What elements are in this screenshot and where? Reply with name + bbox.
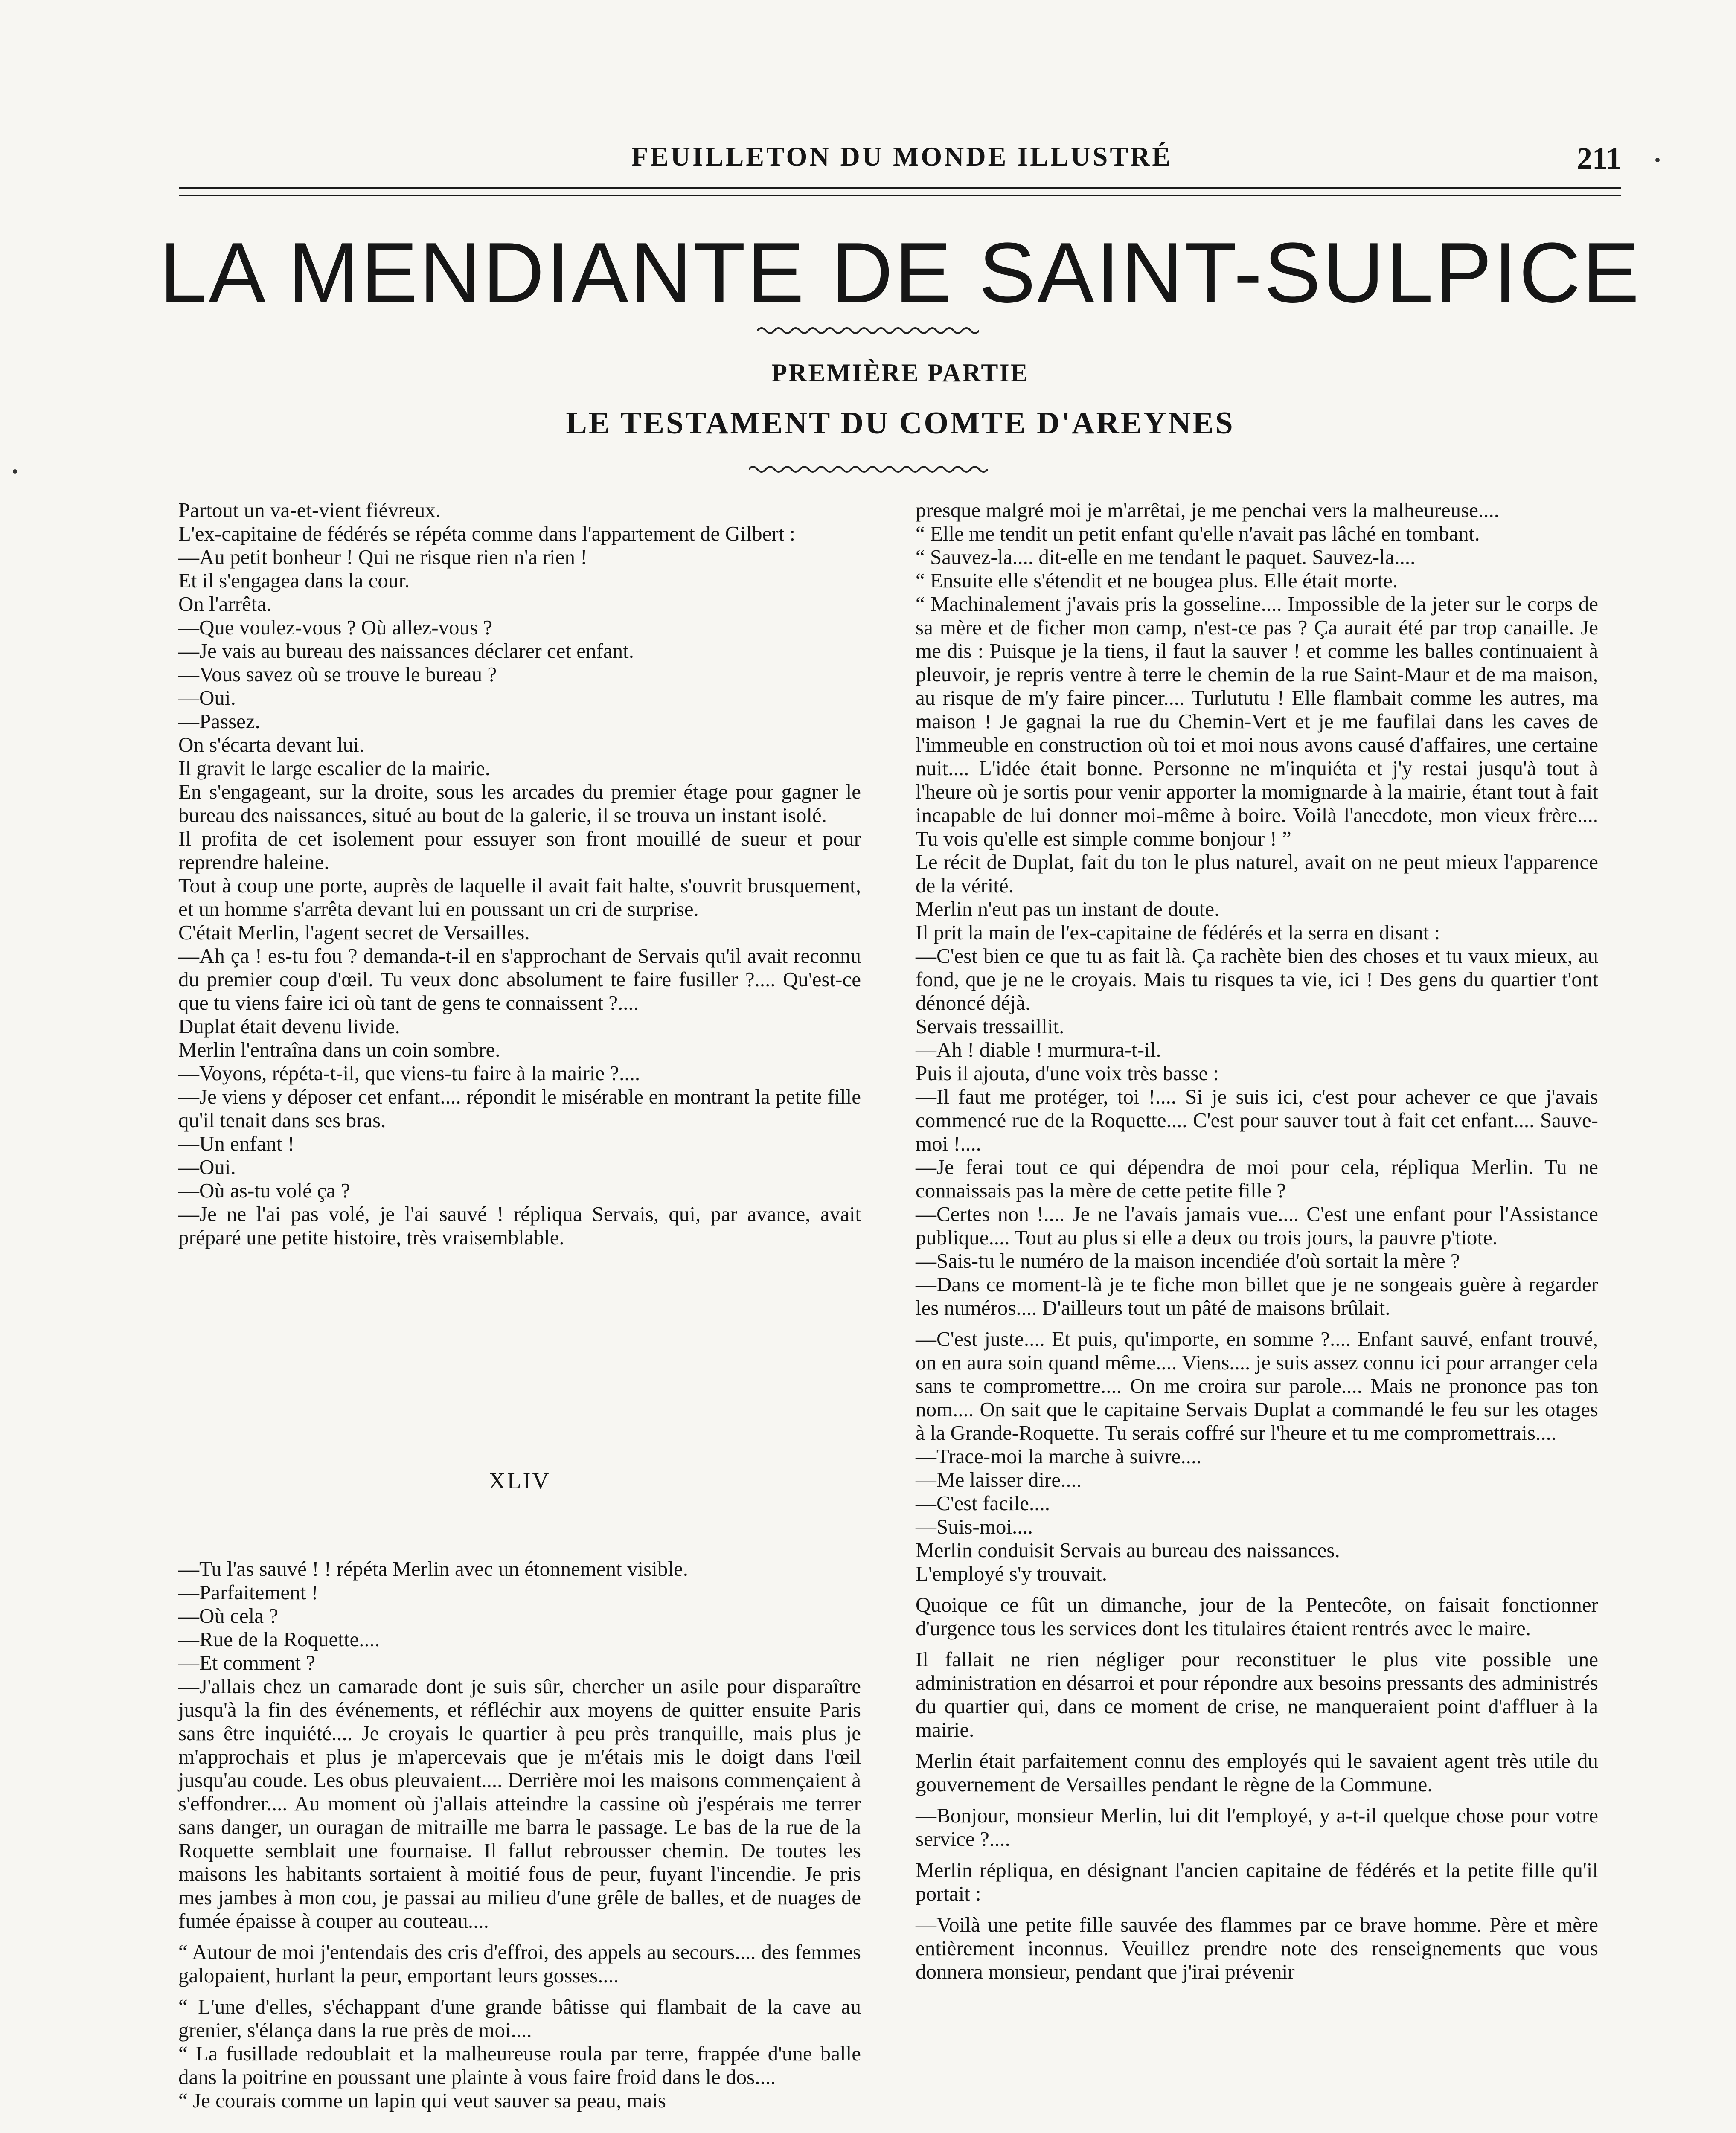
paragraph: On l'arrêta. xyxy=(178,592,272,616)
paragraph: —Au petit bonheur ! Qui ne risque rien n'a rien ! xyxy=(178,545,587,569)
header-rule-thick xyxy=(179,187,1621,189)
paragraph: Merlin l'entraîna dans un coin sombre. xyxy=(178,1038,500,1061)
paragraph: L'employé s'y trouvait. xyxy=(916,1562,1108,1585)
paragraph: —Oui. xyxy=(178,1155,236,1179)
feuilleton-title: LA MENDIANTE DE SAINT-SULPICE xyxy=(159,225,1641,320)
paragraph: En s'engageant, sur la droite, sous les arcades du premier étage pour gagner le bureau des naissances, situé au bout de la galerie, il se trouva un instant isolé. xyxy=(178,780,861,827)
paragraph: —Suis-moi.... xyxy=(916,1515,1033,1538)
paragraph: —Je viens y déposer cet enfant.... répondit le misérable en montrant la petite fille qu'il tenait dans ses bras. xyxy=(178,1085,861,1132)
paragraph: presque malgré moi je m'arrêtai, je me penchai vers la malheureuse.... xyxy=(916,498,1500,522)
paragraph: “ Autour de moi j'entendais des cris d'effroi, des appels au secours.... des femmes galopaient, hurlant la peur, emportant leurs gosses.... xyxy=(178,1940,861,1987)
paragraph: —Parfaitement ! xyxy=(178,1581,318,1604)
paragraph: Merlin était parfaitement connu des employés qui le savaient agent très utile du gouvernement de Versailles pendant le règne de la Commune. xyxy=(916,1749,1598,1796)
paragraph: —Ah ça ! es-tu fou ? demanda-t-il en s'approchant de Servais qu'il avait reconnu du premier coup d'œil. Tu veux donc absolument te faire fusiller ?.... Qu'est-ce que tu viens faire ici où tant de gens te connaissent ?.... xyxy=(178,944,861,1014)
paragraph: Le récit de Duplat, fait du ton le plus naturel, avait on ne peut mieux l'apparence de la vérité. xyxy=(916,850,1598,897)
paragraph: —C'est bien ce que tu as fait là. Ça rachète bien des choses et tu vaux mieux, au fond, que je ne le croyais. Mais tu risques ta vie, ici ! Des gens du quartier t'ont dénoncé déjà. xyxy=(916,944,1598,1014)
paragraph: Il prit la main de l'ex-capitaine de fédérés et la serra en disant : xyxy=(916,921,1440,944)
paragraph: L'ex-capitaine de fédérés se répéta comme dans l'appartement de Gilbert : xyxy=(178,522,796,545)
page-number: 211 xyxy=(1576,141,1621,175)
paragraph: —Rue de la Roquette.... xyxy=(178,1627,380,1651)
running-header xyxy=(179,133,1621,184)
paragraph: —Voyons, répéta-t-il, que viens-tu faire à la mairie ?.... xyxy=(178,1061,640,1085)
running-title: FEUILLETON DU MONDE ILLUSTRÉ xyxy=(631,141,1172,171)
paragraph: “ La fusillade redoublait et la malheureuse roula par terre, frappée d'une balle dans la poitrine en poussant une plainte à vous faire froid dans le dos.... xyxy=(178,2042,861,2089)
left-column-top xyxy=(178,498,861,1249)
paragraph: —Dans ce moment-là je te fiche mon billet que je ne songeais guère à regarder les numéros.... D'ailleurs tout un pâté de maisons brûlait. xyxy=(916,1273,1598,1319)
paragraph: —Je ne l'ai pas volé, je l'ai sauvé ! répliqua Servais, qui, par avance, avait préparé une petite histoire, très vraisemblable. xyxy=(178,1202,861,1249)
margin-speck xyxy=(13,469,17,474)
paragraph: Servais tressaillit. xyxy=(916,1014,1064,1038)
paragraph: —Tu l'as sauvé ! ! répéta Merlin avec un étonnement visible. xyxy=(178,1557,688,1581)
paragraph: —Je ferai tout ce qui dépendra de moi pour cela, répliqua Merlin. Tu ne connaissais pas la mère de cette petite fille ? xyxy=(916,1155,1598,1202)
paragraph: Il profita de cet isolement pour essuyer son front mouillé de sueur et pour reprendre haleine. xyxy=(178,827,861,874)
paragraph: Duplat était devenu livide. xyxy=(178,1014,400,1038)
paragraph: —Sais-tu le numéro de la maison incendiée d'où sortait la mère ? xyxy=(916,1249,1460,1273)
paragraph: Merlin n'eut pas un instant de doute. xyxy=(916,897,1220,921)
margin-speck xyxy=(1655,158,1660,162)
paragraph: —Me laisser dire.... xyxy=(916,1468,1082,1491)
paragraph: “ L'une d'elles, s'échappant d'une grande bâtisse qui flambait de la cave au grenier, s'élança dans la rue près de moi.... xyxy=(178,1995,861,2042)
paragraph: —Je vais au bureau des naissances déclarer cet enfant. xyxy=(178,639,634,663)
chapter-heading: XLIV xyxy=(489,1468,551,1494)
paragraph: —Certes non !.... Je ne l'avais jamais vue.... C'est une enfant pour l'Assistance publique.... Tout au plus si elle a deux ou trois jours, la pauvre p'tiote. xyxy=(916,1202,1598,1249)
paragraph: —Où as-tu volé ça ? xyxy=(178,1179,350,1202)
paragraph: Il gravit le large escalier de la mairie. xyxy=(178,756,491,780)
paragraph: “ Elle me tendit un petit enfant qu'elle n'avait pas lâché en tombant. xyxy=(916,522,1480,545)
paragraph: —Ah ! diable ! murmura-t-il. xyxy=(916,1038,1161,1061)
paragraph: —Un enfant ! xyxy=(178,1132,295,1155)
paragraph: —Et comment ? xyxy=(178,1651,316,1674)
paragraph: Tout à coup une porte, auprès de laquelle il avait fait halte, s'ouvrit brusquement, et un homme s'arrêta devant lui en poussant un cri de surprise. xyxy=(178,874,861,921)
paragraph: “ Machinalement j'avais pris la gosseline.... Impossible de la jeter sur le corps de sa mère et de ficher mon camp, n'est-ce pas ? Ça aurait été par trop canaille. Je me dis : Puisque je la tiens, il faut la sauver ! et comme les balles continuaient à pleuvoir, je repris ventre à terre le chemin de la rue Saint-Maur et de ma maison, au risque de m'y faire pincer.... Turlututu ! Elle flambait comme les autres, ma maison ! Je gagnai la rue du Chemin-Vert et je me faufilai dans les caves de l'immeuble en construction où toi et moi nous avons causé d'affaires, une certaine nuit.... L'idée était bonne. Personne ne m'inquiéta et j'y restai jusqu'à tout à l'heure où je sortis pour venir apporter la momignarde à la mairie, étant tout à fait incapable de lui donner moi-même à boire. Voilà l'anecdote, mon vieux frère.... Tu vois qu'elle est simple comme bonjour ! ” xyxy=(916,592,1598,850)
paragraph: —Où cela ? xyxy=(178,1604,278,1627)
paragraph: —Trace-moi la marche à suivre.... xyxy=(916,1444,1202,1468)
paragraph: Merlin répliqua, en désignant l'ancien capitaine de fédérés et la petite fille qu'il portait : xyxy=(916,1858,1598,1905)
paragraph: “ Je courais comme un lapin qui veut sauver sa peau, mais xyxy=(178,2089,666,2112)
right-column xyxy=(916,498,1598,1983)
paragraph: Quoique ce fût un dimanche, jour de la Pentecôte, on faisait fonctionner d'urgence tous les services dont les titulaires étaient rentrés avec le maire. xyxy=(916,1593,1598,1640)
paragraph: Partout un va-et-vient fiévreux. xyxy=(178,498,441,522)
paragraph: —Passez. xyxy=(178,709,260,733)
paragraph: Puis il ajouta, d'une voix très basse : xyxy=(916,1061,1219,1085)
paragraph: —C'est juste.... Et puis, qu'importe, en somme ?.... Enfant sauvé, enfant trouvé, on en aura soin quand même.... Viens.... je suis assez connu ici pour arranger cela sans te compromettre.... On me croira sur parole.... Mais ne prononce pas ton nom.... On sait que le capitaine Servais Duplat a commandé le feu sur les otages à la Grande-Roquette. Tu serais coffré sur l'heure et tu me compromettrais.... xyxy=(916,1327,1598,1444)
paragraph: —Oui. xyxy=(178,686,236,709)
paragraph: Merlin conduisit Servais au bureau des naissances. xyxy=(916,1538,1340,1562)
header-rule-thin xyxy=(179,195,1621,196)
paragraph: —Il faut me protéger, toi !.... Si je suis ici, c'est pour achever ce que j'avais commencé rue de la Roquette.... C'est pour sauver tout à fait cet enfant.... Sauve-moi !.... xyxy=(916,1085,1598,1155)
paragraph: On s'écarta devant lui. xyxy=(178,733,365,756)
paragraph: Et il s'engagea dans la cour. xyxy=(178,569,410,592)
paragraph: —Que voulez-vous ? Où allez-vous ? xyxy=(178,616,493,639)
wavy-ornament-bottom xyxy=(749,463,988,476)
paragraph: —C'est facile.... xyxy=(916,1491,1050,1515)
paragraph: —J'allais chez un camarade dont je suis sûr, chercher un asile pour disparaître jusqu'à la fin des événements, et réfléchir aux moyens de quitter ensuite Paris sans être inquiété.... Je croyais le quartier à peu près tranquille, mais plus je m'approchais et plus je m'apercevais que je m'étais mis le doigt dans l'œil jusqu'au coude. Les obus pleuvaient.... Derrière moi les maisons commençaient à s'effondrer.... Au moment où j'allais atteindre la cassine où j'espérais me terrer sans danger, un ouragan de mitraille me barra le passage. Le bas de la rue de la Roquette semblait une fournaise. Il fallut rebrousser chemin. De toutes les maisons les habitants sortaient à moitié fous de peur, fuyant l'incendie. Je pris mes jambes à mon cou, je passai au milieu d'une grêle de balles, et de nuages de fumée épaisse à couper au couteau.... xyxy=(178,1674,861,1932)
wavy-ornament-top xyxy=(757,324,979,337)
paragraph: “ Ensuite elle s'étendit et ne bougea plus. Elle était morte. xyxy=(916,569,1398,592)
paragraph: Il fallait ne rien négliger pour reconstituer le plus vite possible une administration en désarroi et pour répondre aux besoins pressants des administrés du quartier qui, dans ce moment de crise, ne manqueraient point d'affluer à la mairie. xyxy=(916,1648,1598,1741)
section-subtitle: LE TESTAMENT DU COMTE D'AREYNES xyxy=(566,406,1235,441)
paragraph: “ Sauvez-la.... dit-elle en me tendant le paquet. Sauvez-la.... xyxy=(916,545,1416,569)
paragraph: —Vous savez où se trouve le bureau ? xyxy=(178,663,497,686)
part-label: PREMIÈRE PARTIE xyxy=(771,359,1029,387)
paragraph: C'était Merlin, l'agent secret de Versailles. xyxy=(178,921,530,944)
paragraph: —Voilà une petite fille sauvée des flammes par ce brave homme. Père et mère entièrement inconnus. Veuillez prendre note des renseignements que vous donnera monsieur, pendant que j'irai prévenir xyxy=(916,1913,1598,1983)
paragraph: —Bonjour, monsieur Merlin, lui dit l'employé, y a-t-il quelque chose pour votre service ?.... xyxy=(916,1804,1598,1851)
left-column-bottom xyxy=(178,1557,861,2112)
